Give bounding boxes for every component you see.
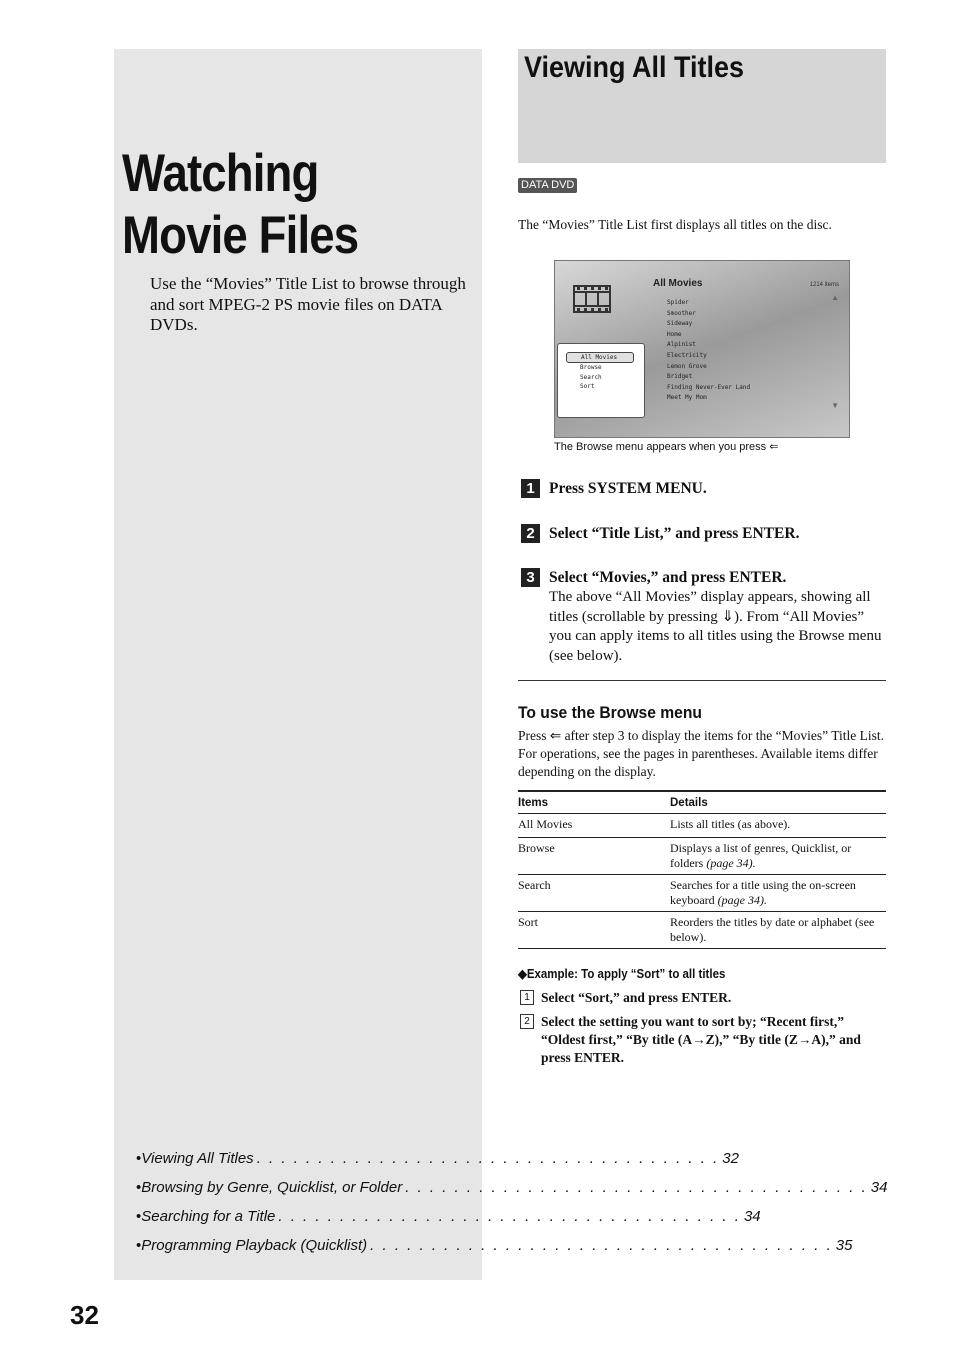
toc-item[interactable]: [136, 1208, 761, 1237]
list-item[interactable]: Meet My Mom: [667, 394, 707, 402]
list-item[interactable]: Lemon Grove: [667, 362, 707, 370]
item-count: 1214 items: [809, 282, 839, 288]
chapter-contents: [136, 1150, 888, 1266]
toc-title: Programming Playback (Quicklist): [141, 1237, 368, 1254]
data-dvd-badge: DATA DVD: [518, 178, 577, 193]
menu-item-search[interactable]: Search: [580, 373, 602, 381]
toc-item[interactable]: [136, 1237, 853, 1266]
step-text: Select “Movies,” and press ENTER.: [549, 569, 787, 586]
step-1: [521, 479, 886, 498]
table-row: [518, 875, 886, 912]
menu-item-sort[interactable]: Sort: [580, 383, 595, 391]
chapter-intro: Use the “Movies” Title List to browse through and sort MPEG-2 PS movie files on DATA DVDs.: [150, 274, 466, 334]
scroll-down-icon[interactable]: ▼: [831, 401, 839, 410]
detail-cell: [670, 814, 886, 838]
browse-menu-list: [566, 352, 634, 392]
toc-title: Searching for a Title: [141, 1208, 276, 1225]
film-strip-icon: [573, 285, 611, 313]
step-number: 2: [521, 524, 540, 543]
step-text: Press SYSTEM MENU.: [549, 480, 707, 497]
detail-text: Reorders the titles by date or alphabet (see below).: [670, 915, 875, 944]
section-header: [518, 49, 886, 163]
table-header-row: [518, 791, 886, 814]
substep-number: 2: [520, 1014, 534, 1029]
detail-text: Lists all titles (as above).: [670, 817, 791, 831]
bullet-icon: •: [136, 1150, 142, 1167]
list-item[interactable]: Smoother: [667, 309, 696, 317]
example-step-2: [520, 1013, 886, 1067]
toc-leader: . . . . . . . . . . . . . . . . . . . . . . . . . . . . . . . . . . . . . .: [405, 1179, 868, 1196]
item-cell: Browse: [518, 838, 670, 875]
menu-item-browse[interactable]: Browse: [580, 364, 602, 372]
column-header-items: Items: [518, 791, 670, 814]
bullet-icon: •: [136, 1208, 142, 1225]
list-item[interactable]: Bridget: [667, 373, 693, 381]
detail-text: Displays a list of genres, Quicklist, or folders: [670, 841, 852, 870]
substep-text: Select the setting you want to sort by; “Recent first,” “Oldest first,” “By title (A→Z),” “By title (Z→A),” and press ENTER.: [541, 1014, 861, 1065]
example-heading: ◆Example: To apply “Sort” to all titles: [518, 967, 726, 981]
list-item[interactable]: Electricity: [667, 351, 707, 359]
list-item[interactable]: Spider: [667, 299, 689, 306]
step-number: 3: [521, 568, 540, 587]
toc-leader: . . . . . . . . . . . . . . . . . . . . . . . . . . . . . . . . . . . . . .: [256, 1150, 720, 1167]
list-item[interactable]: Sideway: [667, 320, 693, 328]
detail-cell: [670, 912, 886, 949]
substep-text: Select “Sort,” and press ENTER.: [541, 990, 732, 1005]
table-row: [518, 838, 886, 875]
list-item[interactable]: Alpinist: [667, 341, 696, 349]
column-header-details: Details: [670, 791, 886, 814]
toc-page: 32: [722, 1150, 739, 1167]
step-2: [521, 524, 886, 543]
step-3: [521, 568, 886, 666]
example-step-1: [520, 989, 886, 1007]
toc-title: Viewing All Titles: [141, 1150, 254, 1167]
table-row: [518, 814, 886, 838]
toc-leader: . . . . . . . . . . . . . . . . . . . . . . . . . . . . . . . . . . . . . .: [370, 1237, 833, 1254]
screenshot-caption: The Browse menu appears when you press ⇐: [554, 441, 779, 453]
page-number: 32: [70, 1300, 99, 1330]
toc-page: 34: [870, 1179, 888, 1196]
item-cell: Search: [518, 875, 670, 912]
page-reference[interactable]: (page 34).: [706, 855, 756, 870]
chapter-title: Watching Movie Files: [122, 144, 359, 265]
step-number: 1: [521, 479, 540, 498]
list-item[interactable]: Finding Never-Ever Land: [667, 383, 751, 391]
item-cell: Sort: [518, 912, 670, 949]
bullet-icon: •: [136, 1179, 142, 1196]
toc-leader: . . . . . . . . . . . . . . . . . . . . . . . . . . . . . . . . . . . . . .: [278, 1208, 741, 1225]
toc-title: Browsing by Genre, Quicklist, or Folder: [141, 1179, 403, 1196]
detail-cell: [670, 875, 886, 912]
title-list: [667, 298, 750, 404]
toc-item[interactable]: [136, 1179, 888, 1208]
menu-item-all-movies[interactable]: All Movies: [566, 352, 634, 363]
scroll-up-icon[interactable]: ▲: [831, 293, 839, 302]
browse-menu: [557, 343, 645, 418]
divider: [518, 680, 886, 681]
list-item[interactable]: Home: [667, 330, 682, 338]
table-row: [518, 912, 886, 949]
browse-menu-intro: Press ⇐ after step 3 to display the items for the “Movies” Title List. For operations, see the pages in parentheses. Available items differ depending on the display.: [518, 728, 885, 779]
toc-page: 34: [743, 1208, 761, 1225]
substep-number: 1: [520, 990, 534, 1005]
browse-items-table: [518, 790, 886, 949]
section-title: Viewing All Titles: [524, 51, 745, 84]
item-cell: All Movies: [518, 814, 670, 838]
screen-heading: All Movies: [653, 278, 703, 289]
browse-menu-heading: To use the Browse menu: [518, 703, 702, 722]
bullet-icon: •: [136, 1237, 142, 1254]
step-description: The above “All Movies” display appears, showing all titles (scrollable by pressing ⇓). From “All Movies” you can apply items to all titles using the Browse menu (see below).: [549, 589, 882, 664]
section-intro: The “Movies” Title List first displays all titles on the disc.: [518, 217, 832, 232]
page-reference[interactable]: (page 34).: [717, 892, 767, 907]
toc-page: 35: [835, 1237, 853, 1254]
step-text: Select “Title List,” and press ENTER.: [549, 525, 800, 542]
detail-text: Searches for a title using the on-screen keyboard: [670, 878, 856, 907]
detail-cell: [670, 838, 886, 875]
toc-item[interactable]: [136, 1150, 739, 1179]
all-movies-screenshot: [554, 260, 850, 438]
